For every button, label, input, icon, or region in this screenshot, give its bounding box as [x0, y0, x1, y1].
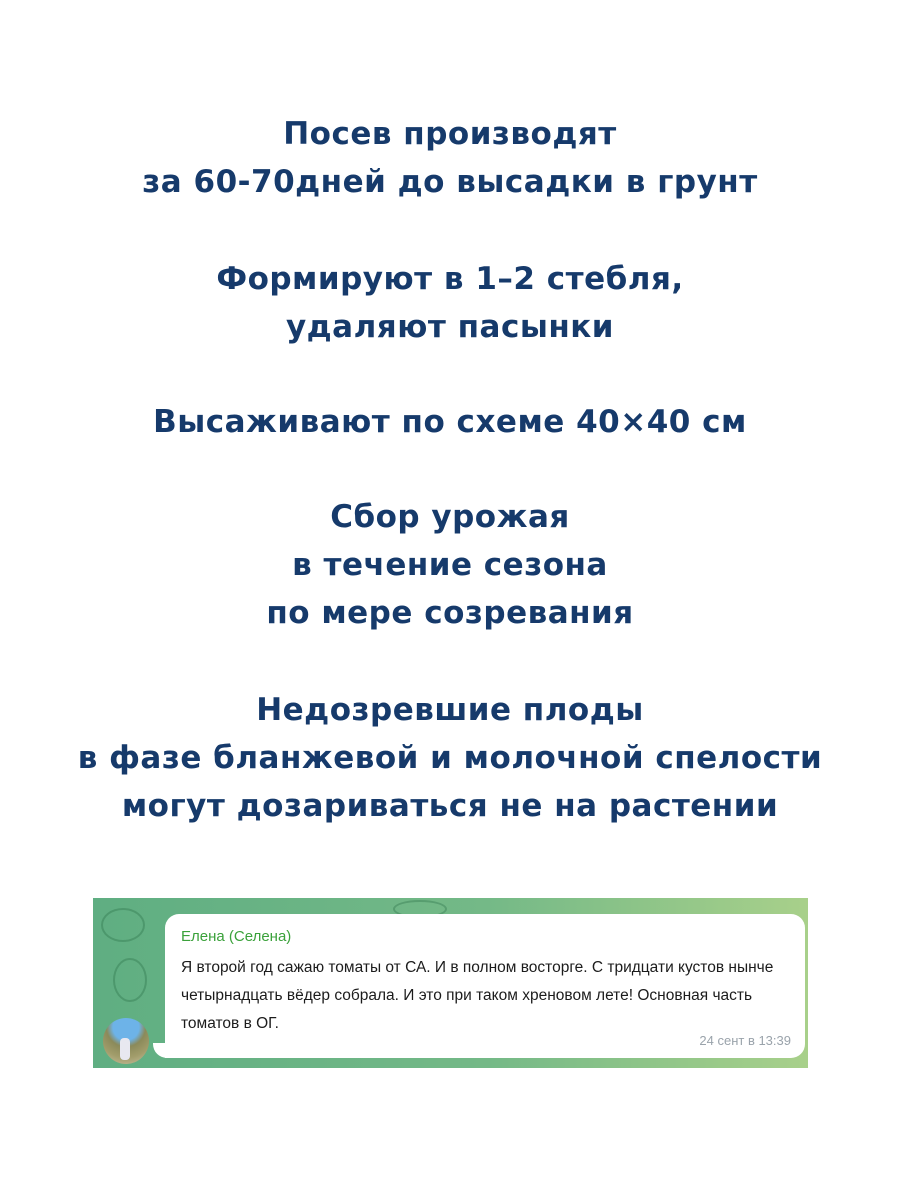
section-line: Сбор урожая	[330, 499, 570, 535]
section-sowing	[0, 110, 900, 206]
section-harvest	[0, 493, 900, 637]
background-doodle	[113, 958, 147, 1002]
section-forming	[0, 255, 900, 351]
sender-name[interactable]: Елена (Селена)	[181, 928, 292, 945]
message-timestamp: 24 сент в 13:39	[699, 1033, 791, 1048]
section-line: Высаживают по схеме 40×40 см	[153, 404, 747, 440]
section-ripening	[0, 686, 900, 830]
customer-review-screenshot	[93, 898, 808, 1068]
section-line: удаляют пасынки	[285, 309, 615, 345]
section-planting	[0, 398, 900, 446]
message-bubble	[165, 914, 805, 1058]
avatar-figure	[120, 1038, 130, 1060]
section-line: Посев производят	[283, 116, 617, 152]
background-doodle	[101, 908, 145, 942]
section-line: Недозревшие плоды	[256, 692, 644, 728]
user-avatar[interactable]	[103, 1018, 149, 1064]
section-line: по мере созревания	[266, 595, 634, 631]
section-line: в фазе бланжевой и молочной спелости	[77, 740, 823, 776]
message-text: Я второй год сажаю томаты от СА. И в полном восторге. С тридцати кустов нынче четырнадцать вёдер собрала. И это при таком хреновом лете! Основная часть томатов в ОГ.	[181, 959, 774, 1032]
section-line: Формируют в 1–2 стебля,	[216, 261, 684, 297]
section-line: могут дозариваться не на растении	[121, 788, 779, 824]
section-line: за 60-70дней до высадки в грунт	[142, 164, 758, 200]
section-line: в течение сезона	[292, 547, 608, 583]
